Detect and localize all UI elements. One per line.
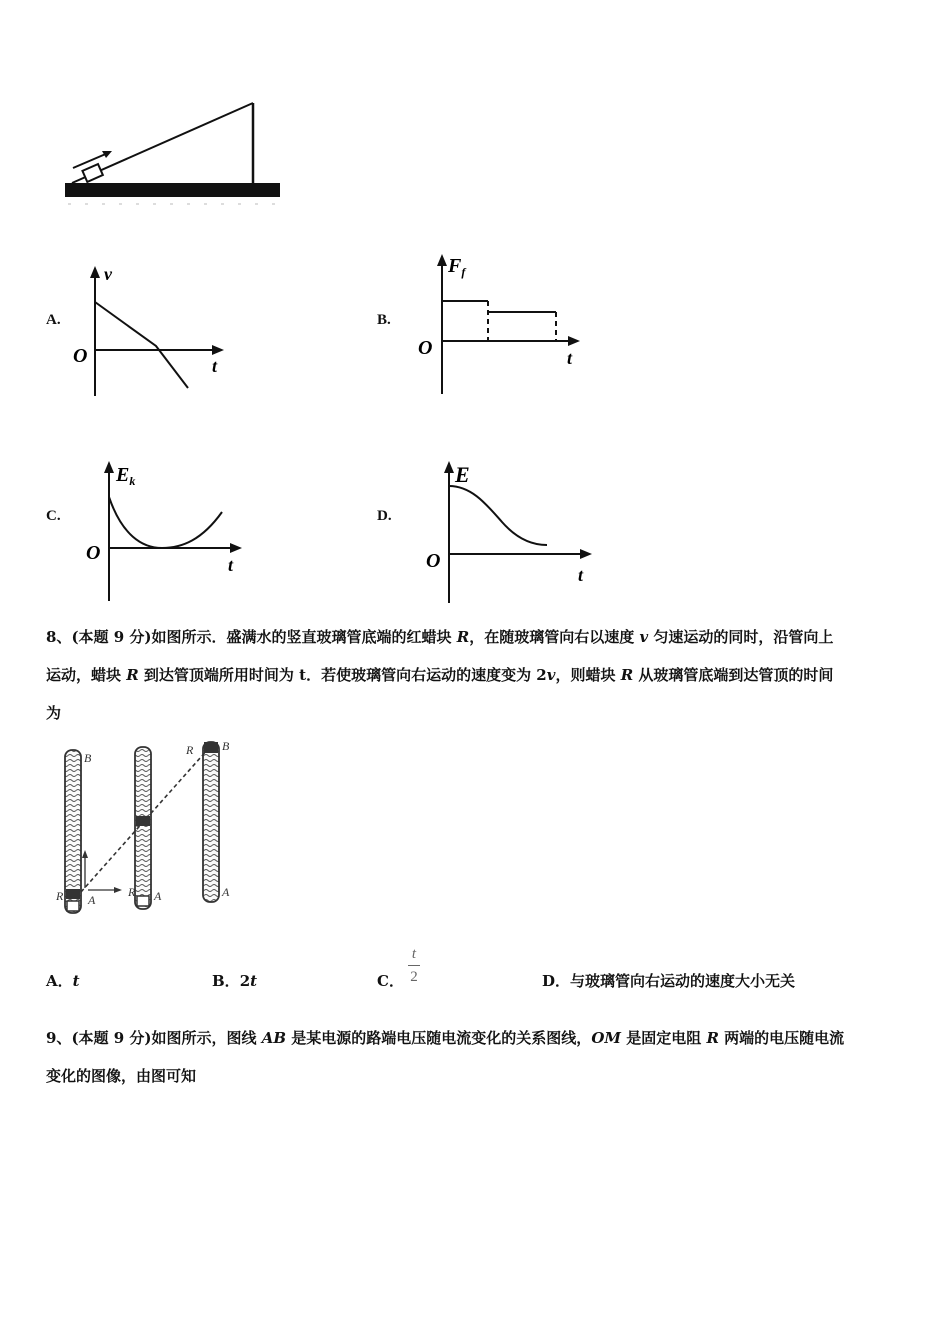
q7-option-d-graph xyxy=(422,455,597,605)
q7a-y-label: v xyxy=(104,264,112,284)
q7-option-c-label[interactable]: C. xyxy=(46,508,61,524)
q8-option-c-fraction: t 2 xyxy=(408,946,420,985)
q7c-x-label: t xyxy=(228,555,234,575)
q8-option-d[interactable]: D．与玻璃管向右运动的速度大小无关 xyxy=(542,972,796,990)
q7a-x-label: t xyxy=(212,356,218,376)
q7a-origin: O xyxy=(73,345,88,367)
q8-fig-label-a2: A xyxy=(154,889,162,903)
q7-option-c-graph xyxy=(82,455,252,605)
q7b-origin: O xyxy=(418,337,433,359)
q8-fig-label-r2: R xyxy=(128,885,136,899)
q7-option-a-graph xyxy=(66,262,236,402)
q8-fig-label-a3: A xyxy=(222,885,230,899)
q7d-origin: O xyxy=(426,550,441,572)
q7-option-b-graph xyxy=(414,250,589,400)
q7d-y-label: E xyxy=(455,462,470,487)
q8-number: 8、 xyxy=(46,628,72,646)
q8-option-c[interactable]: C． xyxy=(377,972,404,990)
q8-question-text: 8、(本题 9 分)如图所示．盛满水的竖直玻璃管底端的红蜡块 R，在随玻璃管向右以速度 v 匀速运动的同时，沿管向上 运动，蜡块 R 到达管顶端所用时间为 t．若使玻璃管向右运动的速度变为 2v，则蜡块 R 从玻璃管底端到达管顶的时间 为 xyxy=(46,628,834,722)
q8-option-b[interactable]: B．2t xyxy=(212,972,258,990)
q9-points: (本题 9 分) xyxy=(71,1029,152,1047)
q7b-x-label: t xyxy=(567,348,573,368)
q7d-x-label: t xyxy=(578,565,584,585)
q7b-y-label: $F_f$ xyxy=(448,255,466,279)
q8-fig-label-b3: B xyxy=(222,739,230,753)
q7-option-d-label[interactable]: D. xyxy=(377,508,392,524)
q7c-y-label: $E_k$ xyxy=(116,464,136,488)
q7-option-a-label[interactable]: A. xyxy=(46,312,61,328)
q8-points: (本题 9 分) xyxy=(71,628,152,646)
q8-fig-label-r1: R xyxy=(56,889,64,903)
q8-option-a[interactable]: A．t xyxy=(46,972,80,990)
incline-figure xyxy=(60,95,285,210)
q8-tubes-figure xyxy=(52,738,252,920)
q7c-origin: O xyxy=(86,542,101,564)
q9-number: 9、 xyxy=(46,1029,72,1047)
q8-fig-label-b1: B xyxy=(84,751,92,765)
q7-option-b-label[interactable]: B. xyxy=(377,312,391,328)
q8-fig-label-r3: R xyxy=(186,743,194,757)
q9-question-text: 9、(本题 9 分)如图所示，图线 AB 是某电源的路端电压随电流变化的关系图线，OM 是固定电阻 R 两端的电压随电流 变化的图像，由图可知 xyxy=(46,1029,845,1085)
q8-fig-label-a1: A xyxy=(88,893,96,907)
